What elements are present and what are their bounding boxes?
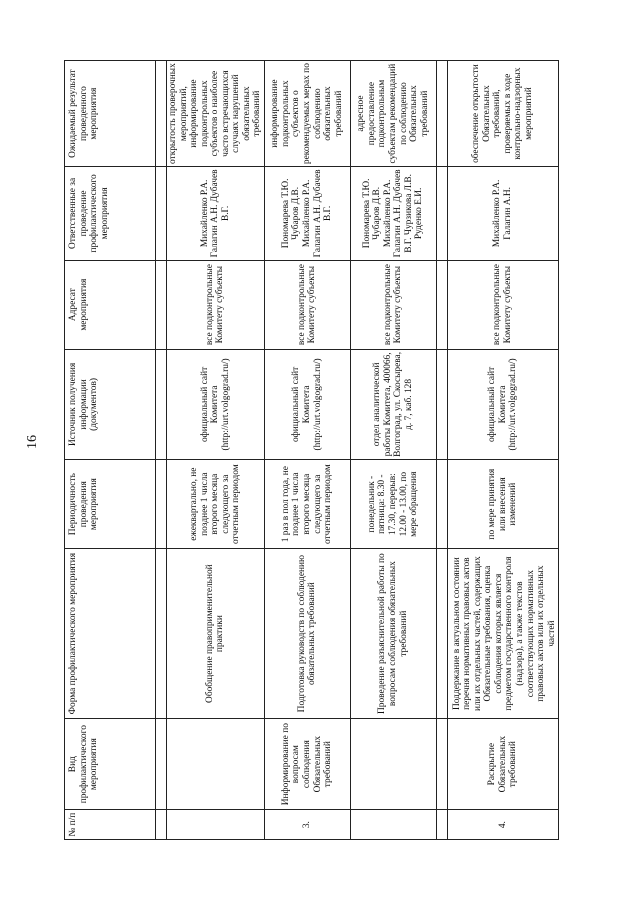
header-form: Форма профилактического мероприятия: [65, 549, 156, 719]
cell-form: Подготовка руководств по соблюдению обязательных требований: [264, 549, 350, 719]
header-num: № п/п: [65, 810, 156, 840]
cell-addressee: все подконтрольные Комитету субъекты: [264, 260, 350, 349]
cell-kind: Информирование по вопросам соблюдения Обязательных требований: [264, 719, 350, 810]
spacer-row: [436, 61, 447, 840]
cell-addressee: все подконтрольные Комитету субъекты: [350, 260, 436, 349]
cell-source: отдел аналитической работы Комитета, 400066, Волгоград, ул. Скосырева, д. 7, каб. 128: [350, 349, 436, 459]
prevention-measures-table: [64, 60, 559, 840]
cell-responsible: Пономарева Т.Ю. Чубаров Д.В. Михайленко Р.А. Галагин А.Н. Дубачев В.Г.: [264, 167, 350, 260]
header-period: Периодичность проведения мероприятия: [65, 460, 156, 549]
table-row: [264, 61, 350, 840]
table-row: [350, 61, 436, 840]
cell-kind: [350, 719, 436, 810]
cell-num: 4.: [447, 810, 558, 840]
header-addressee: Адресат мероприятия: [65, 260, 156, 349]
cell-responsible: Михайленко Р.А. Галагин А.Н.: [447, 167, 558, 260]
page-number: 16: [25, 435, 40, 449]
rotated-table-container: [64, 60, 594, 840]
cell-period: 1 раз в пол года, не позднее 1 числа второго месяца следующего за отчетным периодом: [264, 460, 350, 549]
cell-source: официальный сайт Комитета (http://urt.volgograd.ru/): [167, 349, 265, 459]
cell-form: Проведение разъяснительной работы по вопросам соблюдения обязательных требований: [350, 549, 436, 719]
cell-kind: Раскрытие Обязательных требований: [447, 719, 558, 810]
cell-kind: [167, 719, 265, 810]
cell-form: Поддержание в актуальном состоянии перечня нормативных правовых актов или их отдельных частей, содержащих Обязательные требования, оценка соблюдения которых является предметом государственного контроля (надзора), а также текстов соответствующих нормативных правовых актов или их отдельных частей: [447, 549, 558, 719]
cell-form: Обобщение правоприменительной практики: [167, 549, 265, 719]
table-row: [167, 61, 265, 840]
cell-responsible: Михайленко Р.А. Галагин А.Н. Дубачев В.Г.: [167, 167, 265, 260]
spacer-row: [156, 61, 167, 840]
cell-result: открытость проверочных мероприятий, информирование подконтрольных субъектов о наиболее часто встречающихся случаях нарушений обязательных требований: [167, 61, 265, 167]
cell-num: [167, 810, 265, 840]
header-responsible: Ответственные за проведение профилактического мероприятия: [65, 167, 156, 260]
cell-source: официальный сайт Комитета (http://urt.volgograd.ru/): [264, 349, 350, 459]
cell-period: по мере принятия или внесения изменений: [447, 460, 558, 549]
cell-result: обеспечение открытости Обязательных требований, проверяемых в ходе контрольно-надзорных мероприятий: [447, 61, 558, 167]
table-row: [447, 61, 558, 840]
cell-source: официальный сайт Комитета (http://urt.volgograd.ru/): [447, 349, 558, 459]
cell-num: 3.: [264, 810, 350, 840]
cell-result: адресное предоставление подконтрольным субъектам рекомендаций по соблюдению Обязательных требований: [350, 61, 436, 167]
header-row: [65, 61, 156, 840]
cell-responsible: Пономарева Т.Ю. Чубаров Д.В. Михайленко Р.А. Галагин А.Н. Дубачев В.Г. Чурзикова Л.В. Руденко Е.И.: [350, 167, 436, 260]
cell-num: [350, 810, 436, 840]
cell-result: информирование подконтрольных субъектов о рекомендуемых мерах по соблюдению обязательных требований: [264, 61, 350, 167]
cell-addressee: все подконтрольные Комитету субъекты: [447, 260, 558, 349]
cell-addressee: все подконтрольные Комитету субъекты: [167, 260, 265, 349]
header-source: Источник получения информации (документов): [65, 349, 156, 459]
header-result: Ожидаемый результат проведенного мероприятия: [65, 61, 156, 167]
cell-period: понедельник - пятница: 8.30 - 17.30, перерыв: 12.00 - 13.00, по мере обращения: [350, 460, 436, 549]
cell-period: ежеквартально, не позднее 1 числа второго месяца следующего за отчетным периодом: [167, 460, 265, 549]
header-kind: Вид профилактического мероприятия: [65, 719, 156, 810]
